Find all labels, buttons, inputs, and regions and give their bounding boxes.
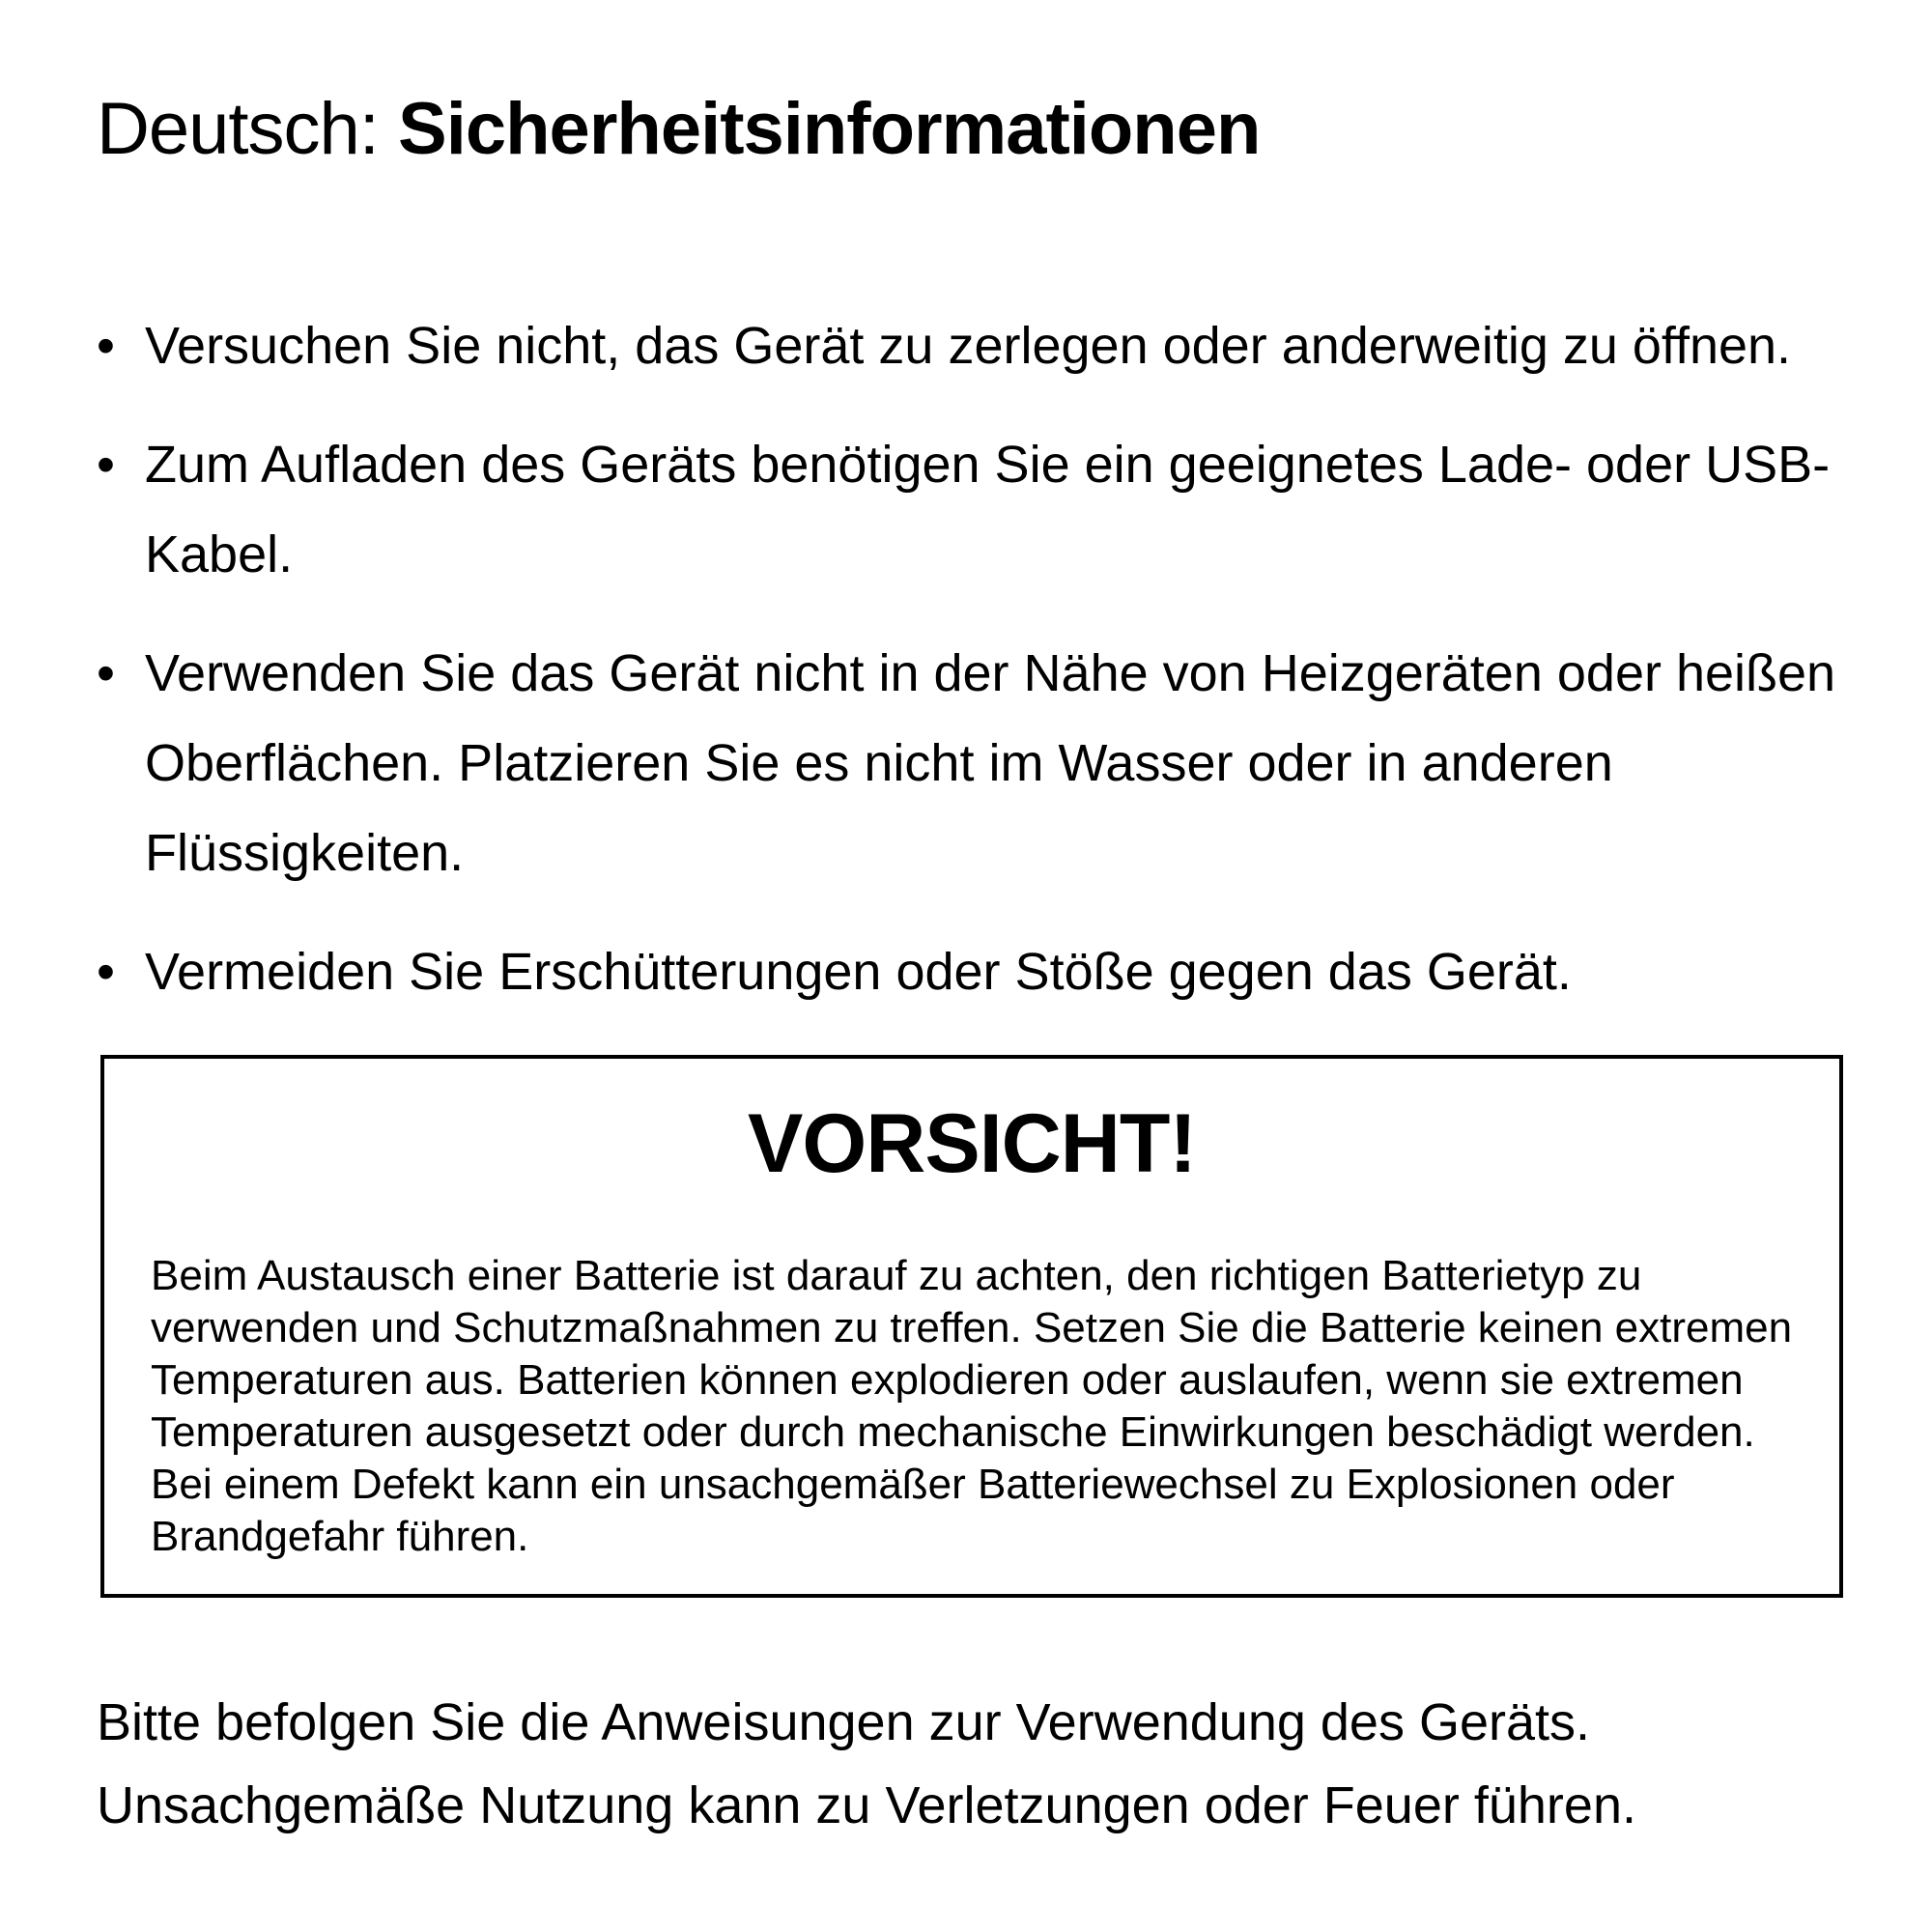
list-item [97, 301, 1874, 391]
list-item [97, 927, 1874, 1017]
list-item [97, 629, 1874, 898]
closing-line-2: Unsachgemäße Nutzung kann zu Verletzungen oder Feuer führen. [97, 1776, 1636, 1834]
closing-statement [97, 1681, 1874, 1847]
caution-title: VORSICHT! [748, 1097, 1196, 1190]
caution-text: Beim Austausch einer Batterie ist darauf zu achten, den richtigen Batterietyp zu verwenden und Schutzmaßnahmen zu treffen. Setzen Sie die Batterie keinen extremen Temperaturen aus. Batterien können explodieren oder auslaufen, wenn sie extremen Temperaturen ausgesetzt oder durch mechanische Einwirkungen beschädigt werden. Bei einem Defekt kann ein unsachgemäßer Batteriewechsel zu Explosionen oder Brandgefahr führen. [151, 1252, 1793, 1560]
list-item [97, 420, 1874, 600]
title-language-prefix: Deutsch: [97, 88, 399, 170]
bullet-text-heat-water: • Verwenden Sie das Gerät nicht in der Nähe von Heizgeräten oder heißen Oberflächen. Platzieren Sie es nicht im Wasser oder in anderen Flüssigkeiten. [145, 644, 1836, 882]
caution-box [100, 1055, 1843, 1598]
safety-bullet-list [97, 301, 1874, 1046]
bullet-text-shocks: • Vermeiden Sie Erschütterungen oder Stöße gegen das Gerät. [145, 943, 1572, 1001]
bullet-text-charging: • Zum Aufladen des Geräts benötigen Sie ein geeignetes Lade- oder USB-Kabel. [145, 436, 1831, 583]
page-title [97, 85, 1260, 174]
closing-line-1: Bitte befolgen Sie die Anweisungen zur Verwendung des Geräts. [97, 1693, 1591, 1751]
title-main: Sicherheitsinformationen [398, 88, 1261, 170]
bullet-text-disassembly: • Versuchen Sie nicht, das Gerät zu zerlegen oder anderweitig zu öffnen. [145, 317, 1792, 375]
